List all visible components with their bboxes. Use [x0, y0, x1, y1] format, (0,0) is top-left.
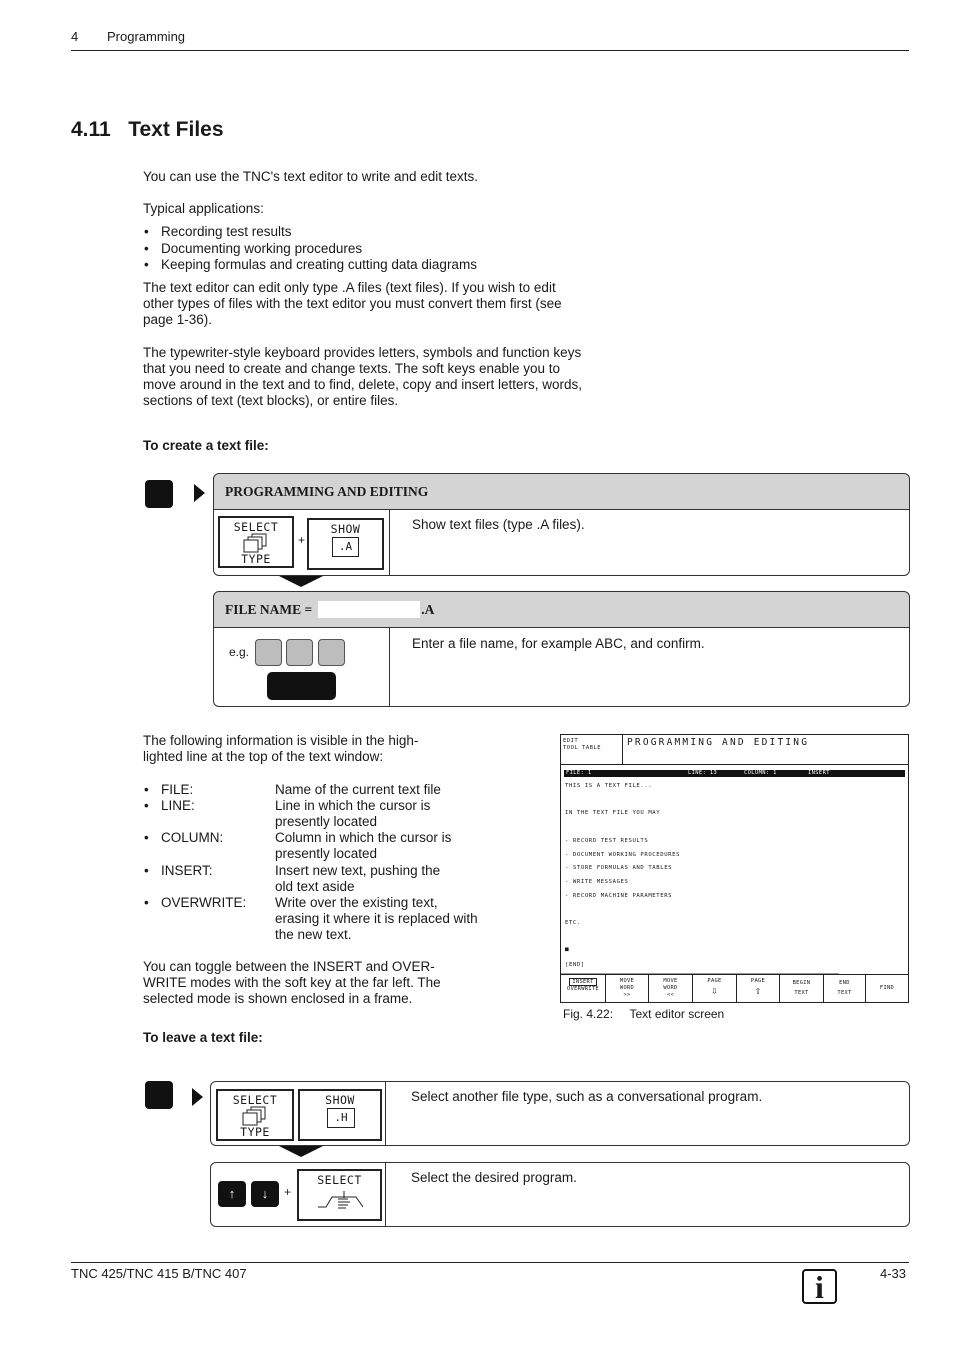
example-label: e.g.: [229, 645, 250, 659]
select-type-softkey[interactable]: [218, 516, 294, 568]
file-type-label: .A: [338, 540, 353, 553]
softkey-label: INSERT: [569, 978, 596, 986]
mode-key-icon: [145, 1081, 173, 1109]
file-type-icon: [327, 1108, 355, 1128]
definition: old text aside: [275, 879, 355, 894]
arrow-down-icon: [279, 576, 323, 587]
plus-sign: +: [298, 533, 306, 547]
status-line-number: LINE: 13: [688, 770, 718, 776]
create-heading: To create a text file:: [143, 438, 269, 453]
move-word-left-softkey[interactable]: [648, 975, 692, 1003]
softkey-label: SHOW: [330, 522, 361, 536]
term: COLUMN:: [161, 830, 224, 845]
text-editor-screen: [560, 734, 909, 1003]
page-down-softkey[interactable]: [692, 975, 736, 1003]
arrow-right-icon: [194, 484, 205, 502]
page-up-softkey[interactable]: [736, 975, 779, 1003]
softkey-label: TYPE: [240, 1125, 270, 1139]
definition: Write over the existing text,: [275, 895, 438, 910]
enter-key[interactable]: [267, 672, 336, 700]
screen-text-line: - RECORD MACHINE PARAMETERS: [565, 893, 673, 899]
definition: erasing it where it is replaced with: [275, 911, 478, 926]
definition: presently located: [275, 814, 378, 829]
toggle-paragraph: [143, 959, 441, 1007]
dialog-body: [213, 510, 910, 576]
chapter-number: 4: [71, 29, 79, 44]
leave-heading: To leave a text file:: [143, 1030, 263, 1045]
show-h-softkey[interactable]: [298, 1089, 382, 1141]
end-marker: [END]: [565, 962, 585, 968]
dialog-body: [210, 1081, 910, 1146]
dialog-body: [210, 1162, 910, 1227]
header-rule: [71, 50, 909, 51]
list-item: • Recording test results: [143, 224, 477, 241]
screen-text-line: THIS IS A TEXT FILE...: [565, 783, 653, 789]
list-item: • Keeping formulas and creating cutting data diagrams: [143, 257, 477, 274]
softkey-label: >>: [623, 992, 631, 998]
screen-text-line: IN THE TEXT FILE YOU MAY: [565, 810, 661, 816]
caption-text: Text editor screen: [629, 1007, 725, 1021]
chapter-title: Programming: [107, 29, 186, 44]
file-name-input[interactable]: [318, 601, 420, 618]
keyboard-paragraph: [143, 345, 582, 409]
info-intro: [143, 733, 418, 765]
end-text-softkey[interactable]: [823, 975, 865, 1003]
file-type-label: .H: [334, 1111, 348, 1124]
screen-text-line: - DOCUMENT WORKING PROCEDURES: [565, 852, 681, 858]
applications-list: [143, 224, 477, 274]
term: INSERT:: [161, 863, 213, 878]
softkey-label: BEGIN: [792, 980, 811, 986]
paragraph-line: The typewriter-style keyboard provides letters, symbols and function keys: [143, 345, 582, 360]
file-type-paragraph: [143, 280, 562, 328]
softkey-label: FIND: [879, 985, 895, 991]
file-type-icon: [332, 537, 359, 557]
figure-caption: [563, 1007, 724, 1021]
softkey-label: MOVE WORD: [619, 978, 635, 991]
mode-display: [563, 738, 601, 752]
term: LINE:: [161, 798, 195, 813]
footer-rule: [71, 1262, 909, 1263]
letter-key-a[interactable]: [255, 639, 282, 666]
definition: the new text.: [275, 927, 352, 942]
paragraph-line: that you need to create and change texts. The soft keys enable you to: [143, 361, 561, 376]
column-divider: [389, 628, 390, 706]
select-program-softkey[interactable]: [297, 1169, 382, 1221]
mode-key-icon: [145, 480, 173, 508]
softkey-label: MOVE WORD: [663, 978, 678, 991]
status-mode: INSERT: [808, 770, 830, 776]
paragraph-line: The following information is visible in the high-: [143, 733, 419, 748]
screen-divider: [622, 735, 623, 764]
softkey-label: PAGE: [707, 978, 722, 984]
softkey-label: END: [839, 980, 850, 986]
list-item: • Documenting working procedures: [143, 241, 477, 258]
info-icon: i: [802, 1269, 837, 1304]
step-description: Select the desired program.: [411, 1170, 577, 1185]
softkey-label: TYPE: [241, 552, 271, 566]
select-type-softkey[interactable]: [216, 1089, 294, 1141]
softkey-label: SELECT: [233, 520, 279, 534]
screen-text-line: - STORE FORMULAS AND TABLES: [565, 865, 673, 871]
column-divider: [385, 1082, 386, 1145]
mode-line: TOOL TABLE: [563, 745, 602, 751]
column-divider: [389, 510, 390, 575]
softkey-label: TEXT: [794, 990, 809, 996]
letter-key-b[interactable]: [286, 639, 313, 666]
find-softkey[interactable]: [865, 975, 908, 1003]
select-hand-icon: [316, 1187, 366, 1213]
mode-line: EDIT: [563, 738, 579, 744]
paragraph-line: WRITE modes with the soft key at the far left. The: [143, 975, 441, 990]
status-file: FILE: 1: [566, 770, 592, 776]
section-title: 4.11 Text Files: [71, 118, 224, 141]
begin-text-softkey[interactable]: [779, 975, 823, 1003]
typical-label: Typical applications:: [143, 201, 264, 216]
screen-divider: [561, 764, 908, 765]
plus-sign: +: [284, 1185, 292, 1199]
paragraph-line: sections of text (text blocks), or entire files.: [143, 393, 399, 408]
step-description: Select another file type, such as a conversational program.: [411, 1089, 763, 1104]
paragraph-line: lighted line at the top of the text window:: [143, 749, 384, 764]
definition: Insert new text, pushing the: [275, 863, 441, 878]
dialog-title: PROGRAMMING AND EDITING: [225, 483, 429, 499]
definition: Column in which the cursor is: [275, 830, 452, 845]
move-word-right-softkey[interactable]: [605, 975, 648, 1003]
term: FILE:: [161, 782, 194, 797]
dialog-header: [213, 473, 910, 510]
definition: Line in which the cursor is: [275, 798, 431, 813]
softkey-label: OVERWRITE: [567, 986, 599, 992]
paragraph-line: selected mode is shown enclosed in a frame.: [143, 991, 413, 1006]
arrow-down-icon: ⇩: [711, 984, 718, 997]
screen-text-line: - RECORD TEST RESULTS: [565, 838, 649, 844]
show-a-softkey[interactable]: [307, 518, 384, 570]
term: OVERWRITE:: [161, 895, 247, 910]
dialog-title: FILE NAME =: [225, 601, 313, 617]
status-column: COLUMN: 1: [744, 770, 777, 776]
arrow-up-key[interactable]: ↑: [218, 1181, 246, 1207]
caption-label: Fig. 4.22:: [563, 1007, 614, 1021]
softkey-label: PAGE: [750, 978, 766, 984]
softkey-label: SHOW: [325, 1093, 355, 1107]
page-number: 4-33: [880, 1266, 907, 1281]
step-description: Show text files (type .A files).: [412, 517, 585, 532]
dialog-header: [213, 591, 910, 628]
letter-key-c[interactable]: [318, 639, 345, 666]
definition: Name of the current text file: [275, 782, 441, 797]
screen-text-line: ETC.: [565, 920, 581, 926]
arrow-up-icon: ⇧: [754, 984, 762, 997]
step-description: Enter a file name, for example ABC, and confirm.: [412, 636, 705, 651]
file-extension: .A: [421, 601, 435, 617]
softkey-label: <<: [666, 992, 675, 998]
text-cursor: ■: [565, 946, 570, 953]
dialog-body: [213, 628, 910, 707]
arrow-down-key[interactable]: ↓: [251, 1181, 279, 1207]
paragraph-line: You can toggle between the INSERT and OVER-: [143, 959, 435, 974]
arrow-down-icon: [279, 1146, 323, 1157]
intro-paragraph: You can use the TNC's text editor to write and edit texts.: [143, 169, 479, 184]
paragraph-line: The text editor can edit only type .A files (text files). If you wish to edit: [143, 280, 556, 295]
status-line: [564, 770, 905, 777]
paragraph-line: other types of files with the text editor you must convert them first (see: [143, 296, 562, 311]
screen-title: PROGRAMMING AND EDITING: [627, 737, 810, 748]
insert-overwrite-softkey[interactable]: [561, 975, 605, 1003]
softkey-label: SELECT: [232, 1093, 278, 1107]
screen-text-line: - WRITE MESSAGES: [565, 879, 629, 885]
paragraph-line: move around in the text and to find, delete, copy and insert letters, words,: [143, 377, 583, 392]
softkey-label: SELECT: [317, 1173, 362, 1187]
definition: presently located: [275, 846, 378, 861]
paragraph-line: page 1-36).: [143, 312, 213, 327]
arrow-right-icon: [192, 1088, 203, 1106]
column-divider: [385, 1163, 386, 1226]
screen-softkey-bar: [561, 975, 908, 1003]
footer-models: TNC 425/TNC 415 B/TNC 407: [71, 1266, 247, 1281]
softkey-label: TEXT: [837, 990, 852, 996]
